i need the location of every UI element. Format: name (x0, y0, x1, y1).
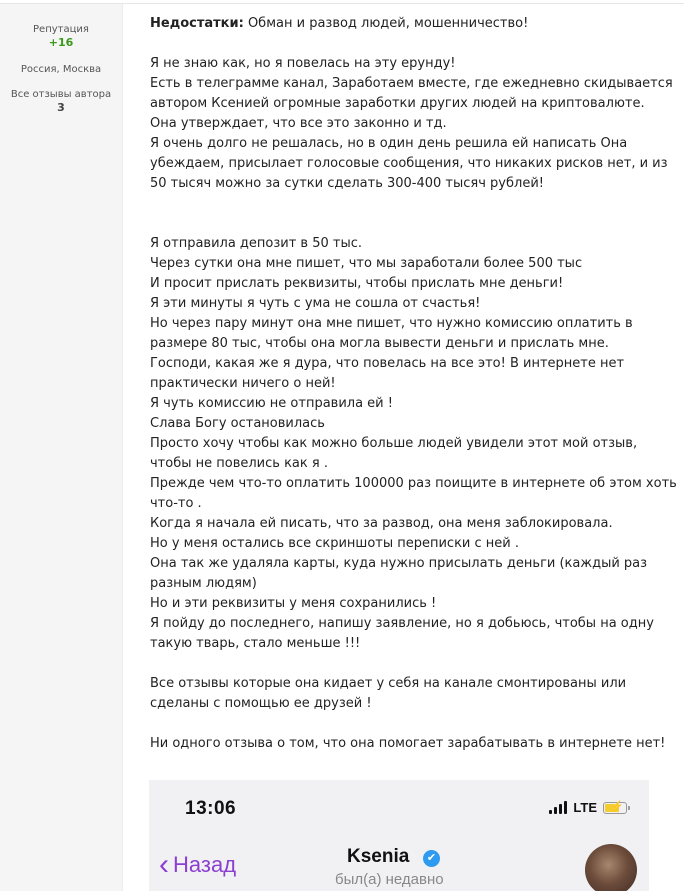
back-button[interactable] (159, 850, 236, 880)
review-line: сделаны с помощью ее друзей ! (150, 696, 372, 711)
cons-text: Обман и развод людей, мошенничество! (247, 16, 529, 31)
review-line: 50 тысяч можно за сутки сделать 300-400 тысяч рублей! (150, 176, 544, 191)
review-line: размере 80 тыс, чтобы она могла вывести деньги и прислать мне. (150, 336, 609, 351)
back-label: Назад (173, 852, 237, 877)
review-line: Прежде чем что-то оплатить 100000 раз поищите в интернете об этом хоть (150, 476, 677, 491)
reputation-label: Репутация (33, 24, 89, 35)
review-line: Просто хочу чтобы как можно больше людей увидели этот мой отзыв, (150, 436, 638, 451)
review-body (150, 14, 677, 751)
verified-badge-icon: ✔ (423, 850, 440, 867)
review-line: разным людям) (150, 576, 257, 591)
battery-charging-icon: ⚡ (603, 802, 627, 814)
review-line: Я пойду до последнего, напишу заявление, но я добьюсь, чтобы на одну (150, 616, 654, 631)
status-bar-icons (549, 800, 627, 815)
review-line: Я эти минуты я чуть с ума не сошла от счастья! (150, 296, 481, 311)
review-line: автором Ксенией огромные заработки других людей на криптовалюте. (150, 96, 645, 111)
contact-status: был(а) недавно (335, 871, 444, 888)
chevron-left-icon: ‹ (159, 848, 169, 881)
chat-screenshot (149, 780, 649, 891)
review-line: Все отзывы которые она кидает у себя на канале смонтированы или (150, 676, 627, 691)
author-location: Россия, Москва (20, 64, 102, 75)
avatar[interactable] (585, 844, 637, 891)
review-line: Есть в телеграмме канал, Заработаем вместе, где ежедневно скидывается (150, 76, 673, 91)
cons-label: Недостатки: (150, 16, 244, 31)
all-reviews-count: 3 (57, 101, 65, 114)
review-line: Я отправила депозит в 50 тыс. (150, 236, 363, 251)
review-line: Но у меня остались все скриншоты переписки с ней . (150, 536, 520, 551)
review-line: что-то . (150, 496, 202, 511)
review-line: Она так же удаляла карты, куда нужно присылать деньги (каждый раз (150, 556, 648, 571)
review-line: Ни одного отзыва о том, что она помогает зарабатывать в интернете нет! (150, 736, 666, 751)
all-reviews-link[interactable]: Все отзывы автора (10, 89, 112, 100)
signal-bars-icon (549, 801, 567, 814)
review-line: Через сутки она мне пишет, что мы заработали более 500 тыс (150, 256, 583, 271)
review-line: Я очень долго не решалась, но в один день решила ей написать Она (150, 136, 628, 151)
status-time: 13:06 (185, 798, 237, 819)
review-line: убеждаем, присылает голосовые сообщения, что никаких рисков нет, и из (150, 156, 668, 171)
review-line: Но через пару минут она мне пишет, что нужно комиссию оплатить в (150, 316, 633, 331)
review-line: практически ничего о ней! (150, 376, 336, 391)
reputation-value: +16 (48, 36, 74, 49)
author-sidebar (0, 4, 123, 891)
review-line: Слава Богу остановилась (150, 416, 325, 431)
review-line: чтобы не повелись как я . (150, 456, 328, 471)
review-line: Но и эти реквизиты у меня сохранились ! (150, 596, 437, 611)
review-line: И просит прислать реквизиты, чтобы прислать мне деньги! (150, 276, 564, 291)
review-line: Я не знаю как, но я повелась на эту ерунду! (150, 56, 456, 71)
review-line: Господи, какая же я дура, что повелась на все это! В интернете нет (150, 356, 625, 371)
review-line: Я чуть комиссию не отправила ей ! (150, 396, 393, 411)
review-line: Она утверждает, что все это законно и тд. (150, 116, 447, 131)
network-type: LTE (573, 800, 597, 815)
review-line: Когда я начала ей писать, что за развод, она меня заблокировала. (150, 516, 613, 531)
cons-row (150, 14, 670, 34)
review-line: такую тварь, стало меньше !!! (150, 636, 361, 651)
contact-name: Ksenia (347, 846, 410, 867)
